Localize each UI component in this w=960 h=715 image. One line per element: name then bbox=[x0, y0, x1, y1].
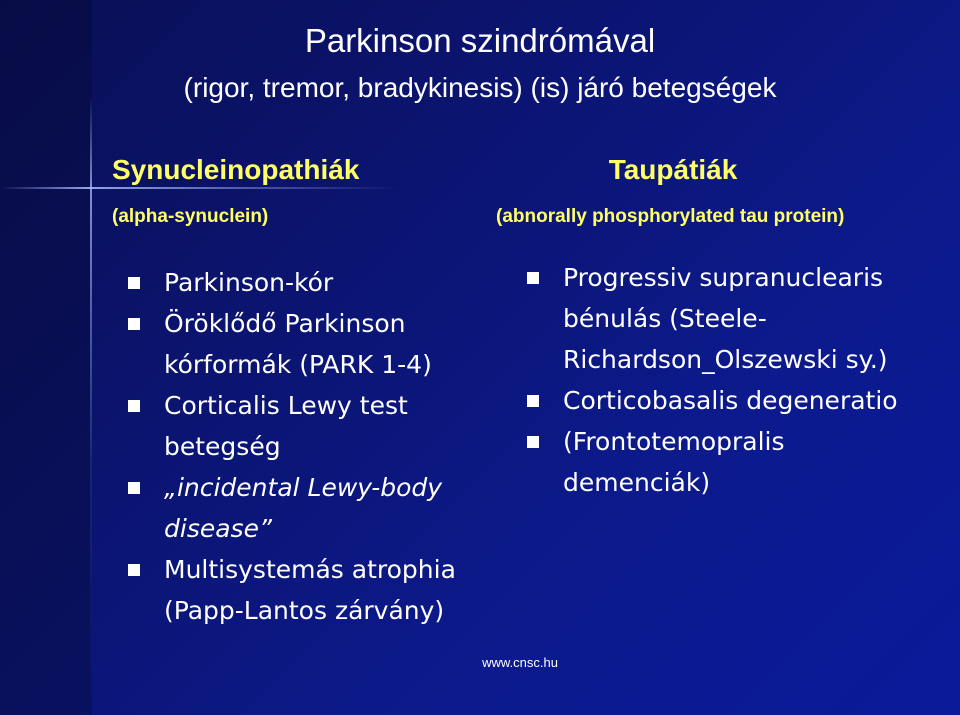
list-item: „incidental Lewy-body disease” bbox=[128, 467, 498, 549]
square-bullet-icon bbox=[128, 277, 140, 289]
left-bullet-list bbox=[128, 262, 498, 631]
square-bullet-icon bbox=[128, 564, 140, 576]
list-item: Corticobasalis degeneratio bbox=[527, 380, 937, 421]
list-item: (Frontotemopralis demenciák) bbox=[527, 421, 937, 503]
list-item: Progressiv supranuclearis bénulás (Steele-Richardson_Olszewski sy.) bbox=[527, 257, 937, 380]
right-column-heading: Taupátiák bbox=[608, 154, 738, 185]
square-bullet-icon bbox=[128, 400, 140, 412]
left-column-subheading: (alpha-synuclein) bbox=[112, 206, 269, 227]
square-bullet-icon bbox=[128, 482, 140, 494]
decor-vertical-line bbox=[90, 95, 92, 715]
slide-title: Parkinson szindrómával bbox=[304, 22, 656, 59]
left-decor-band bbox=[0, 0, 92, 715]
footer-url: www.cnsc.hu bbox=[482, 655, 558, 670]
left-column-heading: Synucleinopathiák bbox=[112, 154, 360, 185]
square-bullet-icon bbox=[128, 318, 140, 330]
slide-subtitle: (rigor, tremor, bradykinesis) (is) járó betegségek bbox=[183, 72, 777, 103]
square-bullet-icon bbox=[527, 395, 539, 407]
square-bullet-icon bbox=[527, 436, 539, 448]
list-item: Parkinson-kór bbox=[128, 262, 498, 303]
decor-horizontal-line bbox=[0, 187, 400, 189]
right-bullet-list bbox=[527, 257, 937, 503]
square-bullet-icon bbox=[527, 272, 539, 284]
list-item: Corticalis Lewy test betegség bbox=[128, 385, 498, 467]
right-column-subheading: (abnorally phosphorylated tau protein) bbox=[496, 206, 845, 227]
list-item: Multisystemás atrophia (Papp-Lantos zárvány) bbox=[128, 549, 498, 631]
list-item: Öröklődő Parkinson kórformák (PARK 1-4) bbox=[128, 303, 498, 385]
